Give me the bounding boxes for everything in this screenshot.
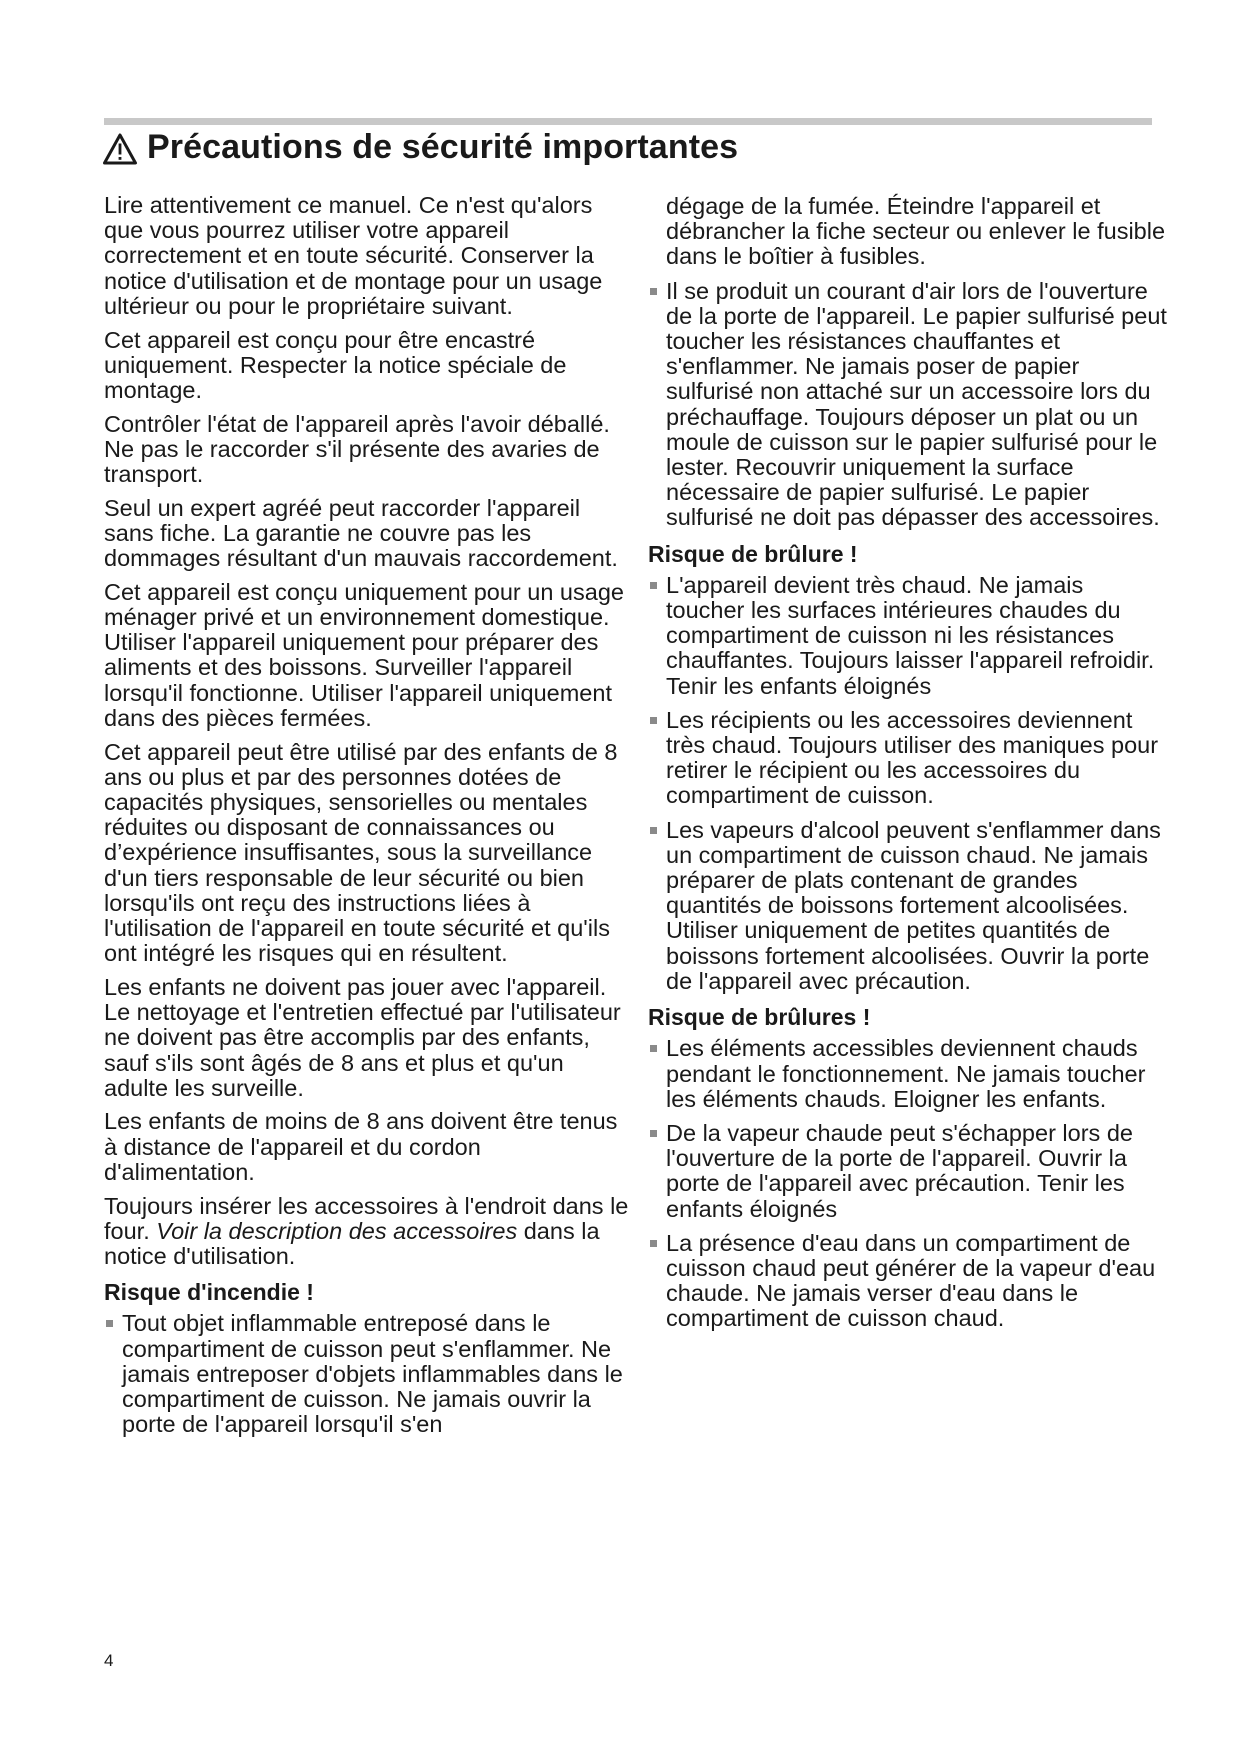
paragraph-read-manual: Lire attentivement ce manuel. Ce n'est qu'alors que vous pourrez utiliser votre appareil correctement et en toute sécurité. Conserver la notice d'utilisation et de montage pour un usage ultérieur ou pour le propriétaire suivant. (104, 192, 603, 319)
bullet-item (648, 818, 1168, 994)
bullet-item (648, 1121, 1168, 1222)
bullet-item (648, 279, 1168, 531)
bullet-text: La présence d'eau dans un compartiment de cuisson chaud peut générer de la vapeur d'eau chaude. Ne jamais verser d'eau dans le compartiment de cuisson chaud. (666, 1229, 1156, 1332)
paragraph-domestic-use: Cet appareil est conçu uniquement pour un usage ménager privé et un environnement domestique. Utiliser l'appareil uniquement pour préparer des aliments et des boissons. Surveiller l'appareil lorsqu'il fonctionne. Utiliser l'appareil uniquement dans des pièces fermées. (104, 578, 624, 731)
bullet-square-icon (648, 818, 666, 994)
paragraph-children-supervision: Cet appareil peut être utilisé par des enfants de 8 ans ou plus et par des personnes dotées de capacités physiques, sensorielles ou mentales réduites ou disposant de connaissances ou d’expérience insuffisantes, sous la surveillance d'un tiers responsable de leur sécurité ou bien lorsqu'ils ont reçu des instructions liées à l'utilisation de l'appareil en toute sécurité et qu'ils ont intégré les risques qui en résultent. (104, 738, 618, 967)
bullet-item (648, 1036, 1168, 1112)
bullet-square-icon (648, 1231, 666, 1332)
page-title (102, 128, 738, 167)
bullet-item (648, 1231, 1168, 1332)
heading-burn-risk: Risque de brûlure ! (648, 540, 858, 567)
bullet-square-icon (648, 1121, 666, 1222)
bullet-square-icon (648, 279, 666, 531)
accessories-reference: Voir la description des accessoires (156, 1217, 518, 1244)
paragraph-children-play: Les enfants ne doivent pas jouer avec l'appareil. Le nettoyage et l'entretien effectué par l'utilisateur ne doivent pas être accomplis par des enfants, sauf s'ils sont âgés de 8 ans et plus et qu'un adulte les surveille. (104, 973, 621, 1101)
bullet-square-icon (648, 1036, 666, 1112)
bullet-item (648, 573, 1168, 699)
section-top-rule (104, 118, 1152, 125)
heading-burns-risk: Risque de brûlures ! (648, 1004, 871, 1031)
bullet-item (104, 1311, 629, 1437)
bullet-text: Il se produit un courant d'air lors de l'ouverture de la porte de l'appareil. Le papier sulfurisé peut toucher les résistances chauffantes et s'enflammer. Ne jamais poser de papier sulfurisé non attaché sur un accessoire lors du préchauffage. Toujours déposer un plat ou un moule de cuisson sur le papier sulfurisé pour le lester. Recouvrir uniquement la surface nécessaire de papier sulfurisé. Le papier sulfurisé ne doit pas dépasser des accessoires. (666, 277, 1167, 531)
bullet-text: Tout objet inflammable entreposé dans le compartiment de cuisson peut s'enflammer. Ne jamais entreposer d'objets inflammables dans le compartiment de cuisson. Ne jamais ouvrir la porte de l'appareil lorsqu'il s'en (122, 1310, 623, 1438)
warning-triangle-icon (102, 132, 138, 166)
bullet-continuation: dégage de la fumée. Éteindre l'appareil et débrancher la fiche secteur ou enlever le fusible dans le boîtier à fusibles. (666, 193, 1166, 270)
paragraph-accessories (104, 1194, 629, 1270)
bullet-square-icon (104, 1311, 122, 1437)
accessories-text-before: Toujours insérer les accessoires à l'endroit dans le four. (104, 1192, 629, 1244)
bullet-text: De la vapeur chaude peut s'échapper lors de l'ouverture de la porte de l'appareil. Ouvrir la porte de l'appareil avec précaution. Tenir les enfants éloignés (666, 1119, 1133, 1222)
page-number: 4 (104, 1651, 114, 1670)
bullet-text: Les éléments accessibles deviennent chauds pendant le fonctionnement. Ne jamais toucher les éléments chauds. Eloigner les enfants. (666, 1035, 1146, 1112)
paragraph-check-damage: Contrôler l'état de l'appareil après l'avoir déballé. Ne pas le raccorder s'il présente des avaries de transport. (104, 410, 610, 488)
bullet-square-icon (648, 573, 666, 699)
bullet-text: Les récipients ou les accessoires deviennent très chaud. Toujours utiliser des maniques pour retirer le récipient ou les accessoires du compartiment de cuisson. (666, 706, 1159, 809)
title-text: Précautions de sécurité importantes (147, 128, 739, 166)
bullet-item (648, 708, 1168, 809)
heading-fire-risk: Risque d'incendie ! (104, 1279, 314, 1306)
bullet-text: L'appareil devient très chaud. Ne jamais toucher les surfaces intérieures chaudes du compartiment de cuisson ni les résistances chauffantes. Toujours laisser l'appareil refroidir. Tenir les enfants éloignés (666, 571, 1155, 699)
left-column (104, 193, 629, 1446)
paragraph-built-in: Cet appareil est conçu pour être encastré uniquement. Respecter la notice spéciale de montage. (104, 326, 567, 403)
accessories-text-after: dans la notice d'utilisation. (104, 1217, 600, 1269)
bullet-text: Les vapeurs d'alcool peuvent s'enflammer dans un compartiment de cuisson chaud. Ne jamais préparer de plats contenant de grandes quantités de boissons fortement alcoolisées. Utiliser uniquement de petites quantités de boissons fortement alcoolisées. Ouvrir la porte de l'appareil avec précaution. (666, 816, 1161, 994)
bullet-square-icon (648, 708, 666, 809)
paragraph-expert-connection: Seul un expert agréé peut raccorder l'appareil sans fiche. La garantie ne couvre pas les dommages résultant d'un mauvais raccordement. (104, 494, 618, 572)
paragraph-children-distance: Les enfants de moins de 8 ans doivent être tenus à distance de l'appareil et du cordon d'alimentation. (104, 1108, 618, 1185)
right-column (648, 194, 1168, 1341)
